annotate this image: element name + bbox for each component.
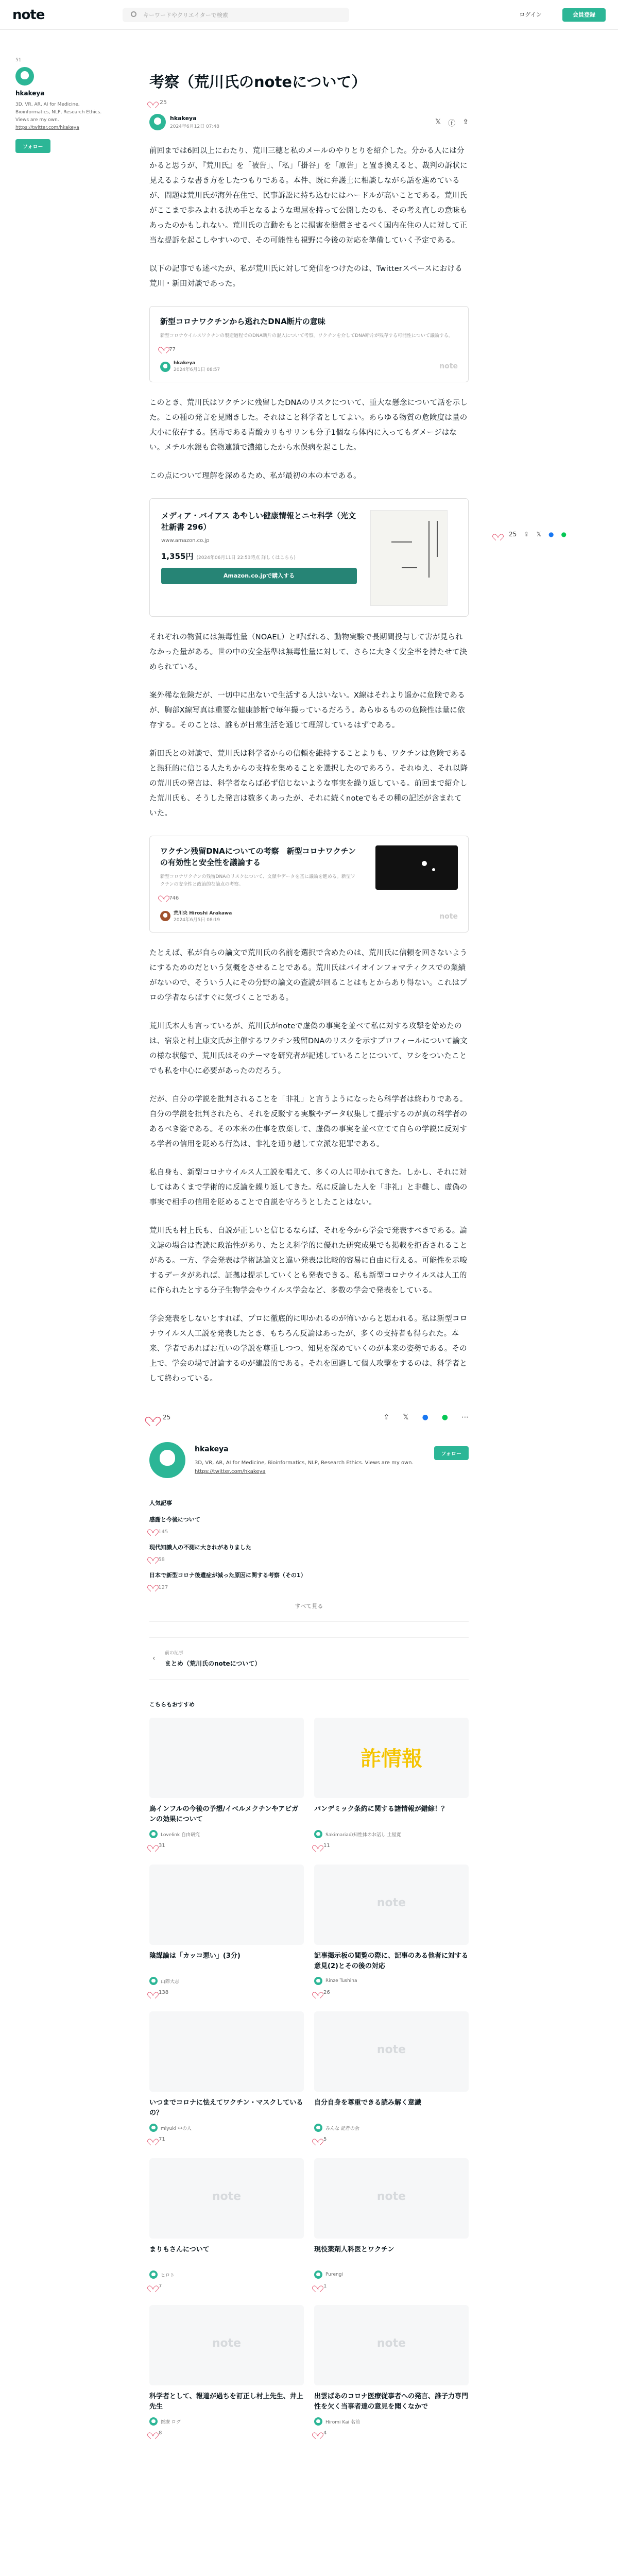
avatar[interactable] (15, 67, 34, 86)
thumbnail: note (314, 1865, 469, 1945)
heart-icon (314, 1989, 321, 1996)
article-footer (149, 1407, 469, 2436)
x-icon[interactable]: 𝕏 (403, 1413, 409, 1421)
heart-icon[interactable] (149, 99, 157, 106)
x-icon[interactable]: 𝕏 (435, 118, 441, 126)
article (149, 71, 469, 2436)
paragraph: 荒川氏本人も言っているが、荒川氏がnoteで虚偽の事実を並べて私に対する攻撃を始めたのは、宿泉と村上康文氏が主催するワクチン残留DNAのリスクを示すプロフィールについて論文の様な状態で、荒川氏はそのテーマを研究者が記述していることについて、ワシをついたことでも私を中心に必要があったのだろう。 (149, 1022, 468, 1075)
article-like: 25 (149, 99, 469, 106)
popular-articles (149, 1499, 469, 1590)
section-heading: こちらもおすすめ (149, 1701, 195, 1708)
amazon-card[interactable] (149, 498, 469, 617)
avatar (160, 362, 170, 372)
heart-icon (160, 893, 167, 900)
section-heading: 人気記事 (149, 1500, 172, 1506)
note-logo[interactable]: note (12, 7, 45, 23)
embed-desc: 新型コロナワクチンの残留DNAのリスクについて、文献やデータを基に議論を進める。新型ワクチンの安全性と政治的な論点の考察。 (160, 874, 355, 887)
line-icon[interactable]: ● (561, 531, 566, 538)
amazon-buy-button[interactable]: Amazon.co.jpで購入する (161, 568, 357, 584)
login-button[interactable]: ログイン (519, 11, 542, 18)
thumbnail (149, 2011, 304, 2092)
heart-icon[interactable] (494, 531, 502, 538)
paragraph: 荒川氏も村上氏も、自説が正しいと信じるならば、それを今から学会で発表すべきである。論文誌の場合は査読に政治性があり、たとえ科学的に優れた研究成果でも掲載を拒否されることがある。一方、学会発表は学術誌論文と違い発表は比較的容易に自由に行える。可能性を示唆するデータがあれば、証拠は提示していくとも発表できる。私も新型コロナウイルスは人工的に作られたとする分子生物学会やウイルス学会など、多数の学会で発表をしている。 (149, 1227, 468, 1295)
recommend-card[interactable]: note 出雲ばあのコロナ医療従事者への発言、誰子力専門性を欠く当事者達の意見を聞くなかで Hiromi Kai 名前 4 (314, 2305, 469, 2436)
signup-button[interactable]: 会員登録 (562, 8, 606, 22)
follow-button[interactable]: フォロー (434, 1446, 469, 1460)
article-author (149, 114, 469, 130)
note-mark: note (439, 912, 458, 921)
avatar (160, 911, 170, 921)
footer-action-bar (149, 1407, 469, 1428)
thumbnail (149, 1718, 304, 1798)
note-mark: note (439, 362, 458, 370)
embed-like: 77 (160, 344, 458, 352)
thumbnail: 詐情報 (314, 1718, 469, 1798)
list-item[interactable]: 現代知識人の不測に大きれがありました 58 (149, 1544, 251, 1563)
amazon-title: メディア・バイアス あやしい健康情報とニセ科学（光文社新書 296） (161, 511, 356, 532)
thumbnail: note (149, 2305, 304, 2385)
paragraph: たとえば、私が自らの論文で荒川氏の名前を選択で含めたのは、荒川氏に信頼を回さないようにするためのだという気概をさせることである。荒川氏はバイオインフォマティクスでの業績がないので、そういう人にその分野の論文の査読が回ることはもとからあり得ない。これはプロの学者ならばすぐに気づくことである。 (149, 949, 468, 1002)
heart-icon (149, 1527, 157, 1533)
prev-article-link[interactable]: ‹ 前の記事 まとめ（荒川氏のnoteについて） (149, 1637, 469, 1680)
paragraph: 私自身も、新型コロナウイルス人工説を唱えて、多くの人に叩かれてきた。しかし、それに対してはあくまで学術的に反論を繰り返してきた。私に反論した人を「非礼」と非難し、虚偽の事実で相手の信用を貶めることで自説を守ろうとしたことはない。 (149, 1168, 468, 1207)
recommend-card[interactable]: note 自分自身を尊重できる読み解く意識 みんな 記者の会 5 (314, 2011, 469, 2143)
paragraph: 案外稀な危険だが、一切中に出ないで生活する人はいない。X線はそれより遥かに危険であるが、胸部X線写真は重要な健康診断で毎年撮っているだろう。あらゆるものの危険性は量に依存する。そのことは、誰もが日常生活を通じて理解しているはずである。 (149, 691, 465, 730)
heart-icon[interactable] (148, 1413, 158, 1422)
embed-card[interactable] (149, 306, 469, 382)
embed-author: hkakeya 2024年6月1日 08:57 (160, 361, 458, 372)
see-all-link[interactable]: すべて見る (149, 1602, 469, 1622)
heart-icon (149, 2430, 157, 2436)
list-item[interactable]: 感謝と今後について 145 (149, 1516, 200, 1535)
floating-share-bar (494, 531, 566, 538)
sidebar-bio: 3D, VR, AR, AI for Medicine, Bioinformatics, NLP, Research Ethics. Views are my own. https://twitter.com/hkakeya (15, 102, 102, 130)
sidebar-username[interactable]: hkakeya (15, 90, 45, 97)
follow-button[interactable]: フォロー (15, 139, 50, 153)
profile-bio: 3D, VR, AR, AI for Medicine, Bioinformatics, NLP, Research Ethics. Views are my own. https://twitter.com/hkakeya (195, 1460, 414, 1475)
avatar[interactable] (149, 114, 166, 130)
thumbnail: note (314, 2305, 469, 2385)
paragraph: この点について理解を深めるため、私が最初の本の本である。 (149, 472, 361, 480)
heart-icon (149, 2136, 157, 2143)
heart-icon (149, 1554, 157, 1561)
share-icon[interactable]: ⇪ (524, 531, 529, 538)
embed-title: 新型コロナワクチンから逃れたDNA断片の意味 (160, 317, 325, 326)
avatar[interactable] (149, 1442, 185, 1478)
heart-icon (160, 344, 167, 351)
heart-icon (314, 2136, 321, 2143)
recommend-card[interactable]: いつまでコロナに怯えてワクチン・マスクしているの？ miyuki 中の人 71 (149, 2011, 304, 2143)
heart-icon (314, 2430, 321, 2436)
sidebar-count: 51 (15, 58, 22, 63)
author-name[interactable]: hkakeya (170, 115, 197, 122)
heart-icon (314, 1842, 321, 1849)
thumbnail: note (314, 2158, 469, 2239)
share-icon[interactable]: ⇪ (462, 118, 469, 126)
facebook-icon[interactable]: ⓕ (448, 120, 456, 128)
sidebar-link[interactable]: https://twitter.com/hkakeya (15, 125, 79, 130)
author-profile-card (149, 1442, 469, 1478)
embed-thumbnail (375, 845, 458, 890)
embed-card[interactable] (149, 836, 469, 933)
paragraph: このとき、荒川氏はワクチンに残留したDNAのリスクについて、重大な懸念について話を示した。この種の発言を見聞きした。それはこと科学者としてよい。あらゆる物質の危険度は量の大小に依存する。猛毒である青酸カリもサリンも分子1個なら体内に入ってもダメージはない。メチル水銀も食物連鎖で濃縮したから水俣病を起こした。 (149, 399, 468, 452)
paragraph: 学会発表をしないとすれば、プロに徹底的に叩かれるのが怖いからと思われる。私は新型コロナウイルス人工説を発表したとき、もちろん反論はあったが、多くの支持者も得られた。本来、学者であればお互いの学説を尊重しつつ、知見を深めていくのが本来の姿勢である。その上で、学会の場で討論するのが建設的である。それを回避して個人攻撃をするのは、科学者として終わっている。 (149, 1315, 468, 1383)
recommend-card[interactable]: 陰謀論は「カッコ悪い」(3分) 山際大志 138 (149, 1865, 304, 1996)
thumbnail (149, 1865, 304, 1945)
heart-icon (149, 1582, 157, 1589)
footer-like-count: 25 (163, 1414, 171, 1421)
search-icon (131, 11, 136, 17)
publish-date: 2024年6月12日 07:48 (170, 124, 219, 129)
book-cover-image (370, 510, 448, 606)
search-placeholder: キーワードやクリエイターで検索 (143, 12, 228, 19)
header (0, 0, 618, 30)
float-like-count: 25 (509, 531, 517, 538)
facebook-icon[interactable]: ● (422, 1413, 428, 1421)
recommend-card[interactable]: note 科学者として、報道が過ちを訂正し村上先生、井上先生 医療 ログ 8 (149, 2305, 304, 2436)
more-icon[interactable]: ⋯ (461, 1413, 469, 1421)
embed-desc: 新型コロナウイルスワクチンの製造過程でのDNA断片の混入について考察。ワクチンを介してDNA断片が残存する可能性について議論する。 (160, 333, 453, 338)
heart-icon (314, 2283, 321, 2290)
list-item[interactable]: 日本で新型コロナ後遺症が減った原因に関する考察（その1） 127 (149, 1572, 306, 1590)
heart-icon (149, 2283, 157, 2290)
profile-name[interactable]: hkakeya (195, 1445, 229, 1453)
embed-author: 荒川央 Hiroshi Arakawa 2024年6月5日 08:19 (160, 909, 458, 923)
line-icon[interactable]: ● (441, 1413, 448, 1421)
recommend-card[interactable]: note まりもさんについて ヒロト 7 (149, 2158, 304, 2290)
search-input[interactable] (123, 8, 349, 22)
embed-title: ワクチン残留DNAについての考察 新型コロナワクチンの有効性と安全性を議論する (160, 846, 356, 867)
facebook-icon[interactable]: ● (548, 531, 554, 538)
paragraph: 以下の記事でも述べたが、私が荒川氏に対して発信をつけたのは、Twitterスペースにおける荒川・新田対談であった。 (149, 265, 462, 288)
header-share (435, 118, 469, 128)
share-icon[interactable]: ⇪ (383, 1413, 390, 1421)
thumbnail: note (149, 2158, 304, 2239)
recommendations (149, 1700, 469, 2436)
embed-like: 746 (160, 893, 458, 901)
sidebar-profile (15, 58, 113, 153)
heart-icon (149, 1842, 157, 1849)
amazon-price: 1,355円 (2024年06月11日 22:53時点 詳しくはこちら) (161, 552, 296, 561)
recommend-card[interactable]: note 記事掲示板の閲覧の際に、記事のある他者に対する意見(2)とその後の対応 Rinze Tushina 26 (314, 1865, 469, 1996)
recommend-card[interactable]: note 現役薬剤人科医とワクチン Purengi 1 (314, 2158, 469, 2290)
paragraph: それぞれの物質には無毒性量（NOAEL）と呼ばれる、動物実験で長期間投与して害が見られなかった量がある。世の中の安全基準は無毒性量に対して、さらに大きく安全率を持たせて決められている。 (149, 633, 468, 671)
recommend-card[interactable]: 鳥インフルの今後の予想/イベルメクチンやアビガンの効果について Lovelink 自由研究 31 (149, 1718, 304, 1849)
paragraph: 前回までは6回以上にわたり、荒川三穂と私のメールのやりとりを紹介した。分かる人には分かると思うが、『荒川氏』を「被告」、「私」「掛谷」を「原告」と置き換えると、裁判の訴状に見えるような書き方をしたつもりである。本件、既に弁護士に相談しながら話を進めているが、問題は荒川氏が海外在住で、民事訴訟に持ち込むにはハードルが高いことである。荒川氏がここまで歩みよれる決め手となるような理屈を持って公開したのも、その考え直しの意味もあったのかもしれない。荒川氏の言動をもとに損害を賠償させるべく国内在住の人に対して正当な提訴を起こしやすいので、その可能性も視野に今後の対応を準備していく予定である。 (149, 147, 468, 245)
amazon-site: www.amazon.co.jp (161, 538, 210, 544)
thumbnail: note (314, 2011, 469, 2092)
paragraph: 新田氏との対談で、荒川氏は科学者からの信頼を維持することよりも、ワクチンは危険であると熱狂的に信じる人たちからの支持を集めることを選択したのであろう。それゆえ、それ以降の荒川氏の発言は、科学者ならば必ず信じないような事実を繰り返している。前回まで紹介した荒川氏も、そうした発言は数多くあったが、それに続くnoteでもその種の記述が含まれていた。 (149, 750, 468, 818)
paragraph: だが、自分の学説を批判されることを「非礼」と言うようになったら科学者は終わりである。自分の学説を批判されたら、それを反駁する実験やデータ収集して提示するのが真の科学者のあるべき姿である。その本来の仕事を放棄して、虚偽の事実を並べ立てて自らの学説に反対する学者の信用を貶める行為は、非礼を通り越して立派な犯罪である。 (149, 1095, 468, 1148)
x-icon[interactable]: 𝕏 (536, 531, 542, 538)
recommend-card[interactable]: 詐情報 パンデミック条約に関する諸情報が錯綜！？ Sakimariaの知性体のお話し 土屋寛 11 (314, 1718, 469, 1849)
page-title: 考察（荒川氏のnoteについて） (149, 73, 367, 91)
heart-icon (149, 1989, 157, 1996)
chevron-left-icon: ‹ (152, 1654, 156, 1663)
